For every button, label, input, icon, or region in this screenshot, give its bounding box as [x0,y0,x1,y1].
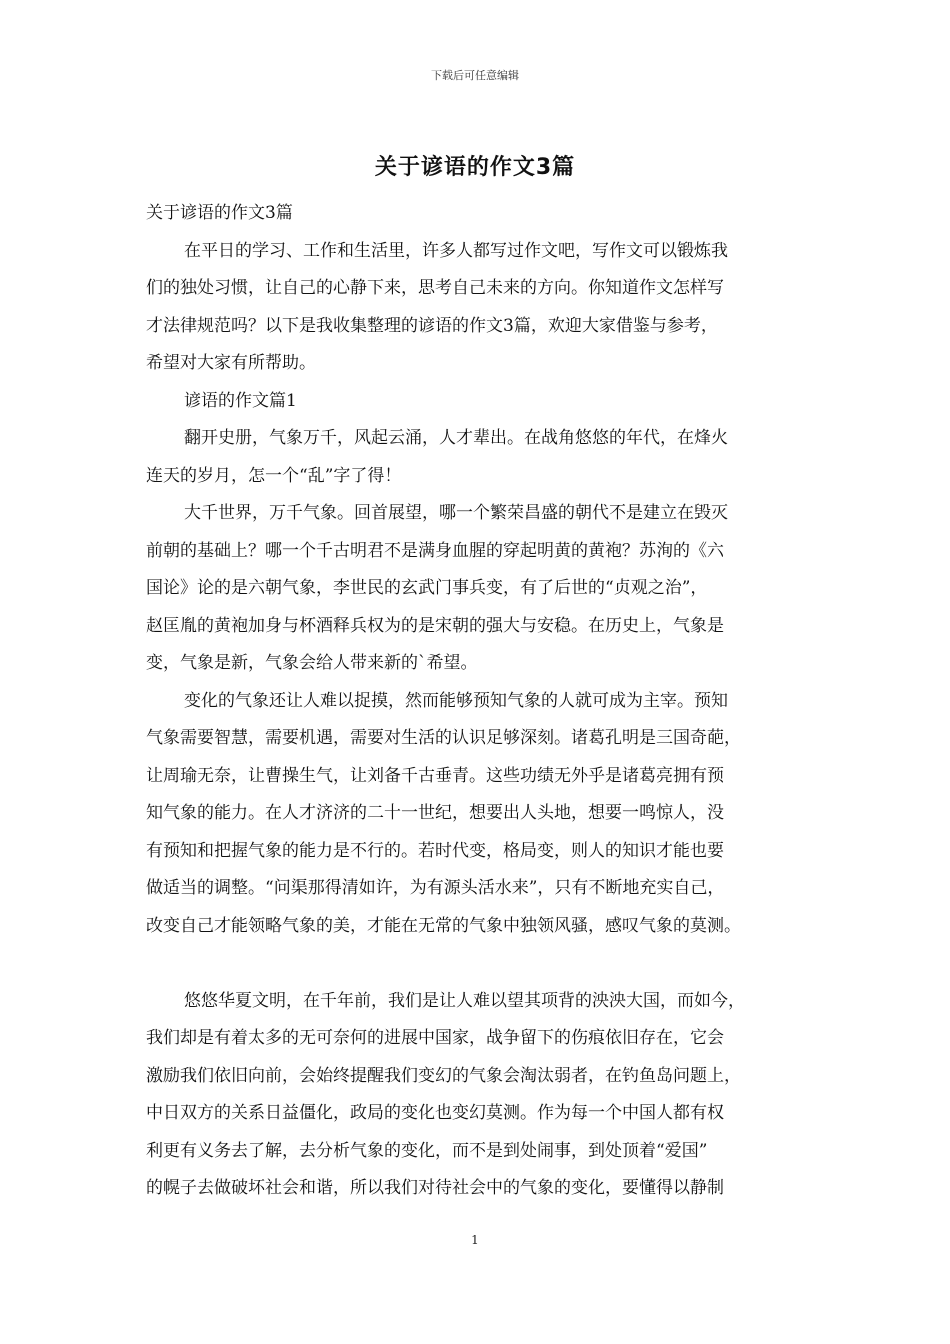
paragraph-line: 国论》论的是六朝气象，李世民的玄武门事兵变，有了后世的“贞观之治”， [146,578,708,598]
paragraph-line: 有预知和把握气象的能力是不行的。若时代变，格局变，则人的知识才能也要 [146,840,724,861]
paragraph-line: 让周瑜无奈，让曹操生气，让刘备千古垂青。这些功绩无外乎是诸葛亮拥有预 [146,765,724,786]
paragraph-line: 前朝的基础上？哪一个千古明君不是满身血腥的穿起明黄的黄袍？苏洵的《六 [146,540,724,561]
paragraph-line: 们的独处习惯，让自己的心静下来，思考自己未来的方向。你知道作文怎样写 [146,278,724,298]
paragraph-line: 做适当的调整。“问渠那得清如许，为有源头活水来”，只有不断地充实自己， [146,878,725,898]
paragraph-line: 翻开史册，气象万千，风起云涌，人才辈出。在战角悠悠的年代，在烽火 [184,428,728,448]
paragraph-gap [146,949,826,987]
page-header: 下载后可任意编辑 [431,69,519,82]
paragraph-line: 利更有义务去了解，去分析气象的变化，而不是到处闹事，到处顶着“爱国” [146,1140,708,1161]
paragraph-line: 激励我们依旧向前，会始终提醒我们变幻的气象会淘汰弱者，在钓鱼岛问题上， [146,1065,741,1086]
paragraph-line: 改变自己才能领略气象的美，才能在无常的气象中独领风骚，感叹气象的莫测。 [146,915,741,936]
paragraph-line: 气象需要智慧，需要机遇，需要对生活的认识足够深刻。诸葛孔明是三国奇葩， [146,728,741,748]
document-body [146,199,826,1212]
subtitle-line: 关于谚语的作文3篇 [146,203,293,223]
paragraph-line: 大千世界，万千气象。回首展望，哪一个繁荣昌盛的朝代不是建立在毁灭 [184,503,728,523]
paragraph-line: 悠悠华夏文明，在千年前，我们是让人难以望其项背的泱泱大国，而如今， [184,990,745,1011]
section-heading: 谚语的作文篇1 [184,390,297,411]
paragraph-line: 的幌子去做破坏社会和谐，所以我们对待社会中的气象的变化，要懂得以静制 [146,1178,724,1198]
paragraph-line: 希望对大家有所帮助。 [146,353,316,373]
paragraph-line: 变化的气象还让人难以捉摸，然而能够预知气象的人就可成为主宰。预知 [184,690,728,711]
page-number: 1 [471,1233,479,1247]
paragraph-line: 我们却是有着太多的无可奈何的进展中国家，战争留下的伤痕依旧存在，它会 [146,1028,724,1048]
paragraph-line: 知气象的能力。在人才济济的二十一世纪，想要出人头地，想要一鸣惊人，没 [146,803,724,823]
paragraph-line: 中日双方的关系日益僵化，政局的变化也变幻莫测。作为每一个中国人都有权 [146,1103,724,1123]
paragraph-line: 在平日的学习、工作和生活里，许多人都写过作文吧，写作文可以锻炼我 [184,240,728,261]
paragraph-line: 赵匡胤的黄袍加身与杯酒释兵权为的是宋朝的强大与安稳。在历史上，气象是 [146,615,724,636]
paragraph-line: 连天的岁月，怎一个“乱”字了得！ [146,465,402,486]
paragraph-line: 才法律规范吗？以下是我收集整理的谚语的作文3篇，欢迎大家借鉴与参考， [146,315,718,336]
paragraph-line: 变，气象是新，气象会给人带来新的`希望。 [146,653,478,673]
document-title: 关于谚语的作文3篇 [374,155,576,180]
